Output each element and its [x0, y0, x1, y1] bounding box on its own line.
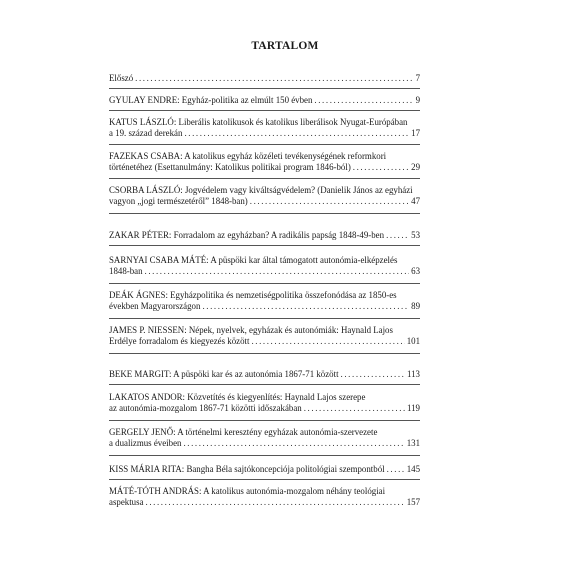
page-number: 9: [415, 95, 420, 105]
divider: [109, 283, 420, 284]
divider: [109, 245, 420, 246]
toc-entry-niessen[interactable]: [109, 325, 420, 348]
page-number: 89: [411, 301, 420, 312]
toc-entry-zakar[interactable]: [109, 230, 420, 241]
entry-text: SARNYAI CSABA MÁTÉ: A püspöki kar által támogatott autonómia-elképzelés: [109, 255, 398, 265]
entry-text: 1848-ban: [109, 266, 143, 277]
dot-leader: [314, 95, 413, 106]
dot-leader: [184, 128, 409, 139]
toc-entry-eloszo[interactable]: [109, 73, 420, 84]
toc-entry-beke[interactable]: [109, 369, 420, 380]
divider: [109, 213, 420, 214]
divider: [109, 420, 420, 421]
page-number: 131: [406, 438, 420, 449]
entry-text: Előszó: [109, 73, 134, 83]
page-number: 63: [411, 266, 420, 277]
dot-leader: [135, 73, 413, 84]
entry-text: CSORBA LÁSZLÓ: Jogvédelem vagy kiváltságvédelem? (Danielik János az egyházi: [109, 185, 413, 195]
entry-text: történetéhez (Esettanulmány: Katolikus politikai program 1846-ból): [109, 162, 351, 173]
entry-text: KATUS LÁSZLÓ: Liberális katolikusok és katolikus liberálisok Nyugat-Európában: [109, 117, 408, 127]
entry-text: években Magyarországon: [109, 301, 201, 312]
toc-entry-mate-toth[interactable]: [109, 486, 420, 509]
divider: [109, 178, 420, 179]
dot-leader: [341, 369, 405, 380]
entry-text: az autonómia-mozgalom 1867-71 közötti időszakában: [109, 403, 302, 414]
page-number: 145: [406, 464, 420, 474]
entry-text: MÁTÉ-TÓTH ANDRÁS: A katolikus autonómia-mozgalom néhány teológiai: [109, 486, 386, 496]
page-number: 29: [411, 162, 420, 173]
toc-entry-gergely[interactable]: [109, 427, 420, 450]
divider: [109, 353, 420, 354]
divider: [109, 479, 420, 480]
toc-entry-deak[interactable]: [109, 290, 420, 313]
dot-leader: [146, 497, 405, 508]
page-number: 53: [411, 230, 420, 240]
dot-leader: [202, 301, 409, 312]
entry-text: vagyon „jogi természetéről” 1848-ban): [109, 196, 248, 207]
entry-text: a 19. század derekán: [109, 128, 183, 139]
entry-text: GERGELY JENŐ: A történelmi keresztény egyházak autonómia-szervezete: [109, 427, 378, 437]
page-number: 7: [415, 73, 420, 83]
page-title: TARTALOM: [251, 40, 319, 52]
toc-entry-csorba[interactable]: [109, 185, 420, 208]
dot-leader: [251, 336, 404, 347]
divider: [109, 144, 420, 145]
toc-entry-sarnyai[interactable]: [109, 255, 420, 278]
entry-text: Erdélye forradalom és kiegyezés között: [109, 336, 250, 347]
page-number: 47: [411, 196, 420, 207]
entry-text: FAZEKAS CSABA: A katolikus egyház közéleti tevékenységének reformkori: [109, 151, 387, 161]
entry-text: JAMES P. NIESSEN: Népek, nyelvek, egyházak és autonómiák: Haynald Lajos: [109, 325, 393, 335]
toc-entry-gyulay[interactable]: [109, 95, 420, 106]
dot-leader: [183, 438, 404, 449]
divider: [109, 88, 420, 89]
dot-leader: [386, 230, 409, 241]
dot-leader: [387, 464, 405, 475]
entry-text: aspektusa: [109, 497, 144, 508]
entry-text: DEÁK ÁGNES: Egyházpolitika és nemzetiségpolitika összefonódása az 1850-es: [109, 290, 397, 300]
toc-entry-fazekas[interactable]: [109, 151, 420, 174]
divider: [109, 384, 420, 385]
dot-leader: [353, 162, 409, 173]
page-number: 101: [406, 336, 420, 347]
page-number: 119: [407, 403, 420, 414]
dot-leader: [304, 403, 405, 414]
divider: [109, 318, 420, 319]
divider: [109, 110, 420, 111]
toc-entry-katus[interactable]: [109, 117, 420, 140]
page-number: 113: [407, 369, 420, 379]
entry-text: KISS MÁRIA RITA: Bangha Béla sajtókoncepciója politológiai szempontból: [109, 464, 385, 474]
dot-leader: [145, 266, 410, 277]
dot-leader: [250, 196, 409, 207]
entry-text: ZAKAR PÉTER: Forradalom az egyházban? A radikális papság 1848-49-ben: [109, 230, 385, 240]
page-number: 17: [411, 128, 420, 139]
entry-text: BEKE MARGIT: A püspöki kar és az autonómia 1867-71 között: [109, 369, 339, 379]
entry-text: LAKATOS ANDOR: Közvetítés és kiegyenlítés: Haynald Lajos szerepe: [109, 392, 366, 402]
toc-entry-kiss[interactable]: [109, 464, 420, 475]
entry-text: GYULAY ENDRE: Egyház-politika az elmúlt 150 évben: [109, 95, 313, 105]
toc-entry-lakatos[interactable]: [109, 392, 420, 415]
entry-text: a dualizmus éveiben: [109, 438, 182, 449]
divider: [109, 455, 420, 456]
page-number: 157: [406, 497, 420, 508]
